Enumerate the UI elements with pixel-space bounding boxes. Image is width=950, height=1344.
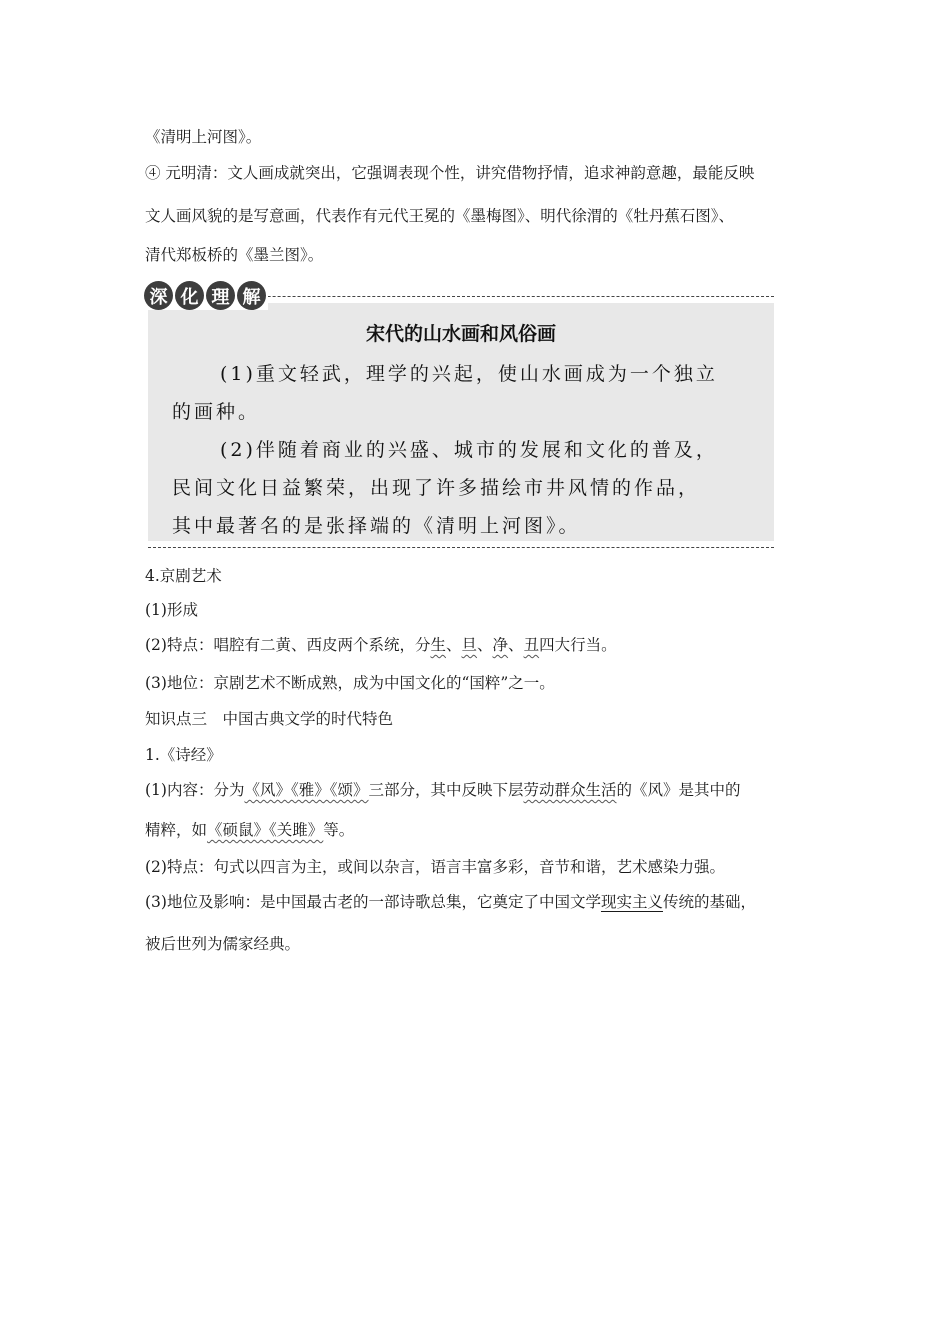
tag-char: 理 bbox=[206, 281, 235, 310]
text-line bbox=[145, 820, 354, 840]
tag-char: 解 bbox=[237, 281, 266, 310]
tag-char: 深 bbox=[144, 281, 173, 310]
text-line: 清代郑板桥的《墨兰图》。 bbox=[145, 246, 324, 264]
text-segment: (3)地位及影响：是中国最古老的一部诗歌总集，它奠定了中国文学 bbox=[145, 893, 601, 911]
text-line: (3)地位：京剧艺术不断成熟，成为中国文化的“国粹”之一。 bbox=[145, 674, 555, 692]
text-line bbox=[145, 780, 741, 800]
insight-title: 宋代的山水画和风俗画 bbox=[365, 323, 556, 345]
text-line: 文人画风貌的是写意画，代表作有元代王冕的《墨梅图》、明代徐渭的《牡丹蕉石图》、 bbox=[145, 207, 735, 225]
insight-text: (2)伴随着商业的兴盛、城市的发展和文化的普及， bbox=[220, 439, 718, 461]
text-line: ④ 元明清：文人画成就突出，它强调表现个性，讲究借物抒情，追求神韵意趣，最能反映 bbox=[145, 164, 755, 182]
text-line: 被后世列为儒家经典。 bbox=[145, 935, 301, 953]
insight-text: 其中最著名的是张择端的《清明上河图》。 bbox=[172, 515, 581, 537]
text-segment: 的《风》是其中的 bbox=[616, 781, 741, 799]
text-segment: 三部分，其中反映下层 bbox=[368, 781, 524, 799]
section-subheading: 1.《诗经》 bbox=[145, 746, 222, 764]
text-segment: 精粹，如 bbox=[145, 821, 208, 839]
underlined-term: 劳动群众生活 bbox=[523, 781, 617, 799]
text-segment: 等。 bbox=[323, 821, 355, 839]
insight-tag bbox=[144, 281, 268, 310]
text-segment: 、 bbox=[477, 636, 493, 654]
insight-text: (1)重文轻武，理学的兴起，使山水画成为一个独立 bbox=[220, 363, 718, 385]
underlined-term: 旦 bbox=[461, 636, 478, 654]
insight-box bbox=[148, 286, 774, 548]
underlined-term: 现实主义 bbox=[600, 893, 663, 911]
text-line: (1)形成 bbox=[145, 601, 198, 619]
section-heading: 知识点三 中国古典文学的时代特色 bbox=[145, 710, 394, 728]
text-segment: (1)内容：分为 bbox=[145, 781, 245, 799]
underlined-term: 丑 bbox=[523, 636, 540, 654]
text-segment: (2)特点：唱腔有二黄、西皮两个系统，分 bbox=[145, 636, 431, 654]
text-line bbox=[145, 892, 756, 912]
insight-text: 民间文化日益繁荣，出现了许多描绘市井风情的作品， bbox=[172, 477, 701, 499]
text-line: (2)特点：句式以四言为主，或间以杂言，语言丰富多彩，音节和谐，艺术感染力强。 bbox=[145, 858, 725, 876]
section-heading: 4.京剧艺术 bbox=[145, 567, 222, 585]
underlined-term: 净 bbox=[492, 636, 509, 654]
text-line bbox=[145, 635, 617, 655]
insight-text: 的画种。 bbox=[172, 401, 261, 423]
text-segment: 四大行当。 bbox=[539, 636, 617, 654]
text-segment: 、 bbox=[445, 636, 462, 654]
text-segment: 、 bbox=[508, 636, 524, 654]
text-line: 《清明上河图》。 bbox=[145, 128, 262, 146]
tag-char: 化 bbox=[175, 281, 204, 310]
text-segment: 传统的基础， bbox=[662, 893, 756, 911]
underlined-term: 生 bbox=[430, 636, 446, 654]
underlined-term: 《硕鼠》《关雎》 bbox=[207, 821, 324, 839]
underlined-term: 《风》《雅》《颂》 bbox=[244, 781, 369, 799]
